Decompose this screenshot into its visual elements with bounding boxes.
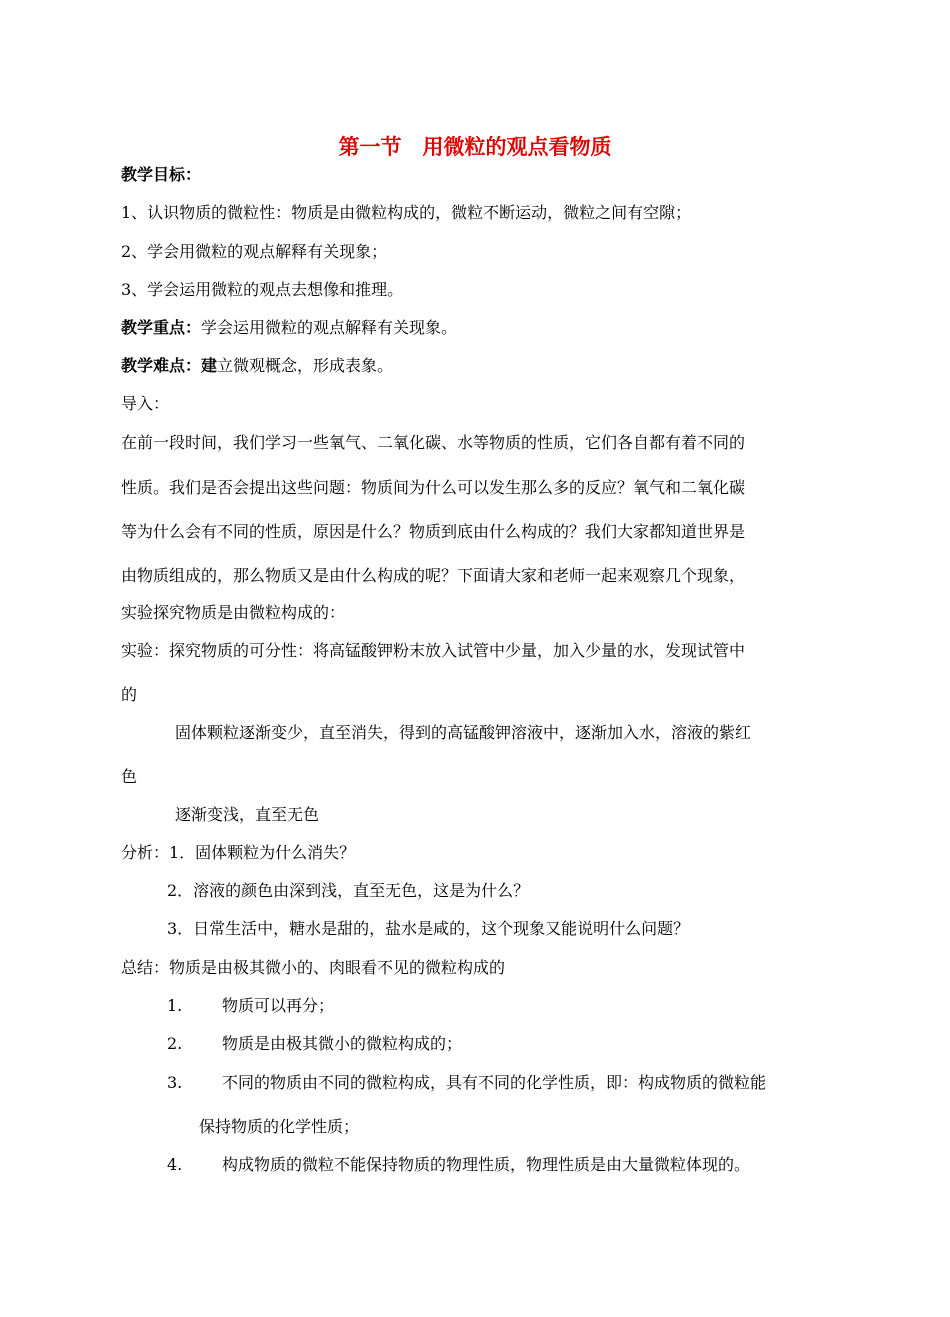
summary-item-number: 3. [167,1073,183,1092]
summary-item [167,1034,462,1054]
difficulty-text: 立微观概念，形成表象。 [217,356,394,375]
objective-item: 1、认识物质的微粒性：物质是由微粒构成的，微粒不断运动，微粒之间有空隙； [121,203,692,222]
summary-item-text: 不同的物质由不同的微粒构成，具有不同的化学性质，即：构成物质的微粒能 [222,1073,767,1092]
experiment-line: 逐渐变浅，直至无色 [175,805,320,824]
objectives-heading: 教学目标： [121,165,202,184]
page-title: 第一节 用微粒的观点看物质 [338,135,612,159]
intro-line: 由物质组成的，那么物质又是由什么构成的呢？下面请大家和老师一起来观察几个现象， [121,566,746,585]
summary-item-number: 4. [167,1155,183,1174]
analysis-line: 分析：1．固体颗粒为什么消失？ [121,843,356,862]
experiment-line: 的 [121,685,138,704]
key-point-text: 学会运用微粒的观点解释有关现象。 [201,318,458,337]
summary-item [167,1073,766,1093]
intro-heading: 导入： [121,394,170,413]
intro-line: 性质。我们是否会提出这些问题：物质间为什么可以发生那么多的反应？氧气和二氧化碳 [121,478,746,497]
key-point-label: 教学重点： [121,318,202,337]
analysis-line: 3．日常生活中，糖水是甜的，盐水是咸的，这个现象又能说明什么问题？ [167,919,690,938]
experiment-line: 固体颗粒逐渐变少，直至消失，得到的高锰酸钾溶液中，逐渐加入水，溶液的紫红 [175,723,752,742]
analysis-line: 2．溶液的颜色由深到浅，直至无色，这是为什么？ [167,881,530,900]
summary-item-text: 物质可以再分； [222,996,335,1015]
intro-line: 等为什么会有不同的性质，原因是什么？物质到底由什么构成的？我们大家都知道世界是 [121,522,746,541]
objective-item: 2、学会用微粒的观点解释有关现象； [121,242,388,261]
summary-item-number: 2. [167,1034,183,1053]
difficulty [121,356,393,376]
difficulty-bold-char: 建 [201,356,218,375]
experiment-line: 色 [121,767,138,786]
summary-item [167,1155,750,1175]
difficulty-label: 教学难点： [121,356,202,375]
summary-item [167,996,334,1016]
objective-item: 3、学会运用微粒的观点去想像和推理。 [121,280,404,299]
intro-line: 实验探究物质是由微粒构成的： [121,603,346,622]
experiment-line: 实验：探究物质的可分性：将高锰酸钾粉末放入试管中少量，加入少量的水，发现试管中 [121,641,746,660]
summary-item-continuation: 保持物质的化学性质； [199,1117,360,1136]
intro-line: 在前一段时间，我们学习一些氧气、二氧化碳、水等物质的性质，它们各自都有着不同的 [121,433,746,452]
summary-item-text: 物质是由极其微小的微粒构成的； [222,1034,463,1053]
summary-heading: 总结：物质是由极其微小的、肉眼看不见的微粒构成的 [121,958,506,977]
key-point [121,318,457,338]
summary-item-number: 1. [167,996,183,1015]
summary-item-text: 构成物质的微粒不能保持物质的物理性质，物理性质是由大量微粒体现的。 [222,1155,751,1174]
